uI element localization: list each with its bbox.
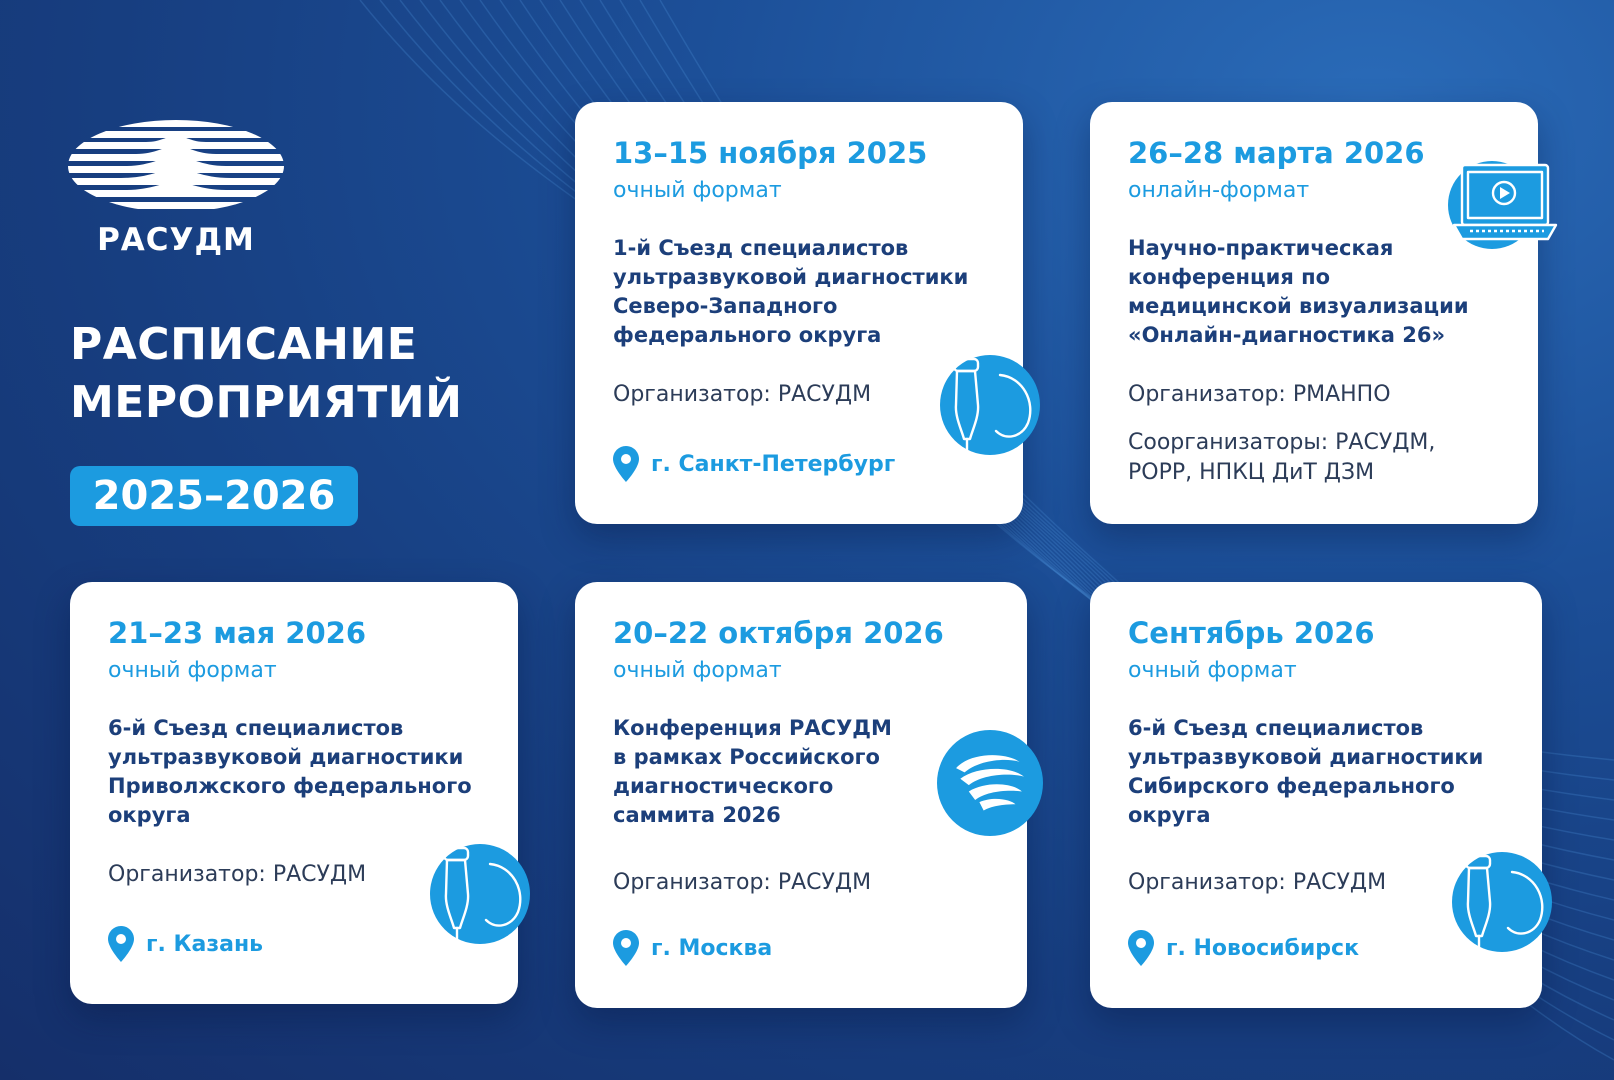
ultrasound-probe-icon [940, 355, 1040, 455]
laptop-video-icon [1448, 159, 1558, 259]
event-format: очный формат [613, 178, 782, 203]
event-organizer: Организатор: РАСУДМ [613, 382, 872, 407]
event-location: г. Новосибирск [1128, 928, 1359, 968]
event-location: г. Санкт-Петербург [613, 444, 895, 484]
location-pin-icon [613, 446, 639, 482]
event-date: 21–23 мая 2026 [108, 616, 367, 650]
event-title: Научно-практическая конференция по медицинской визуализации «Онлайн-диагностика 26» [1128, 236, 1469, 347]
event-format: онлайн-формат [1128, 178, 1310, 203]
event-date: Сентябрь 2026 [1128, 616, 1375, 650]
page-title: РАСПИСАНИЕ МЕРОПРИЯТИЙ [70, 319, 463, 428]
logo-text: РАСУДМ [97, 222, 255, 258]
event-format: очный формат [613, 658, 782, 683]
event-title: 1-й Съезд специалистов ультразвуковой диагностики Северо-Западного федерального округа [613, 236, 969, 347]
ultrasound-probe-icon [430, 844, 530, 944]
event-card-spb[interactable] [575, 102, 1023, 524]
event-organizer: Организатор: РАСУДМ [613, 870, 872, 895]
event-organizer: Организатор: РАСУДМ [1128, 870, 1387, 895]
event-format: очный формат [1128, 658, 1297, 683]
event-format: очный формат [108, 658, 277, 683]
event-card-online[interactable] [1090, 102, 1538, 524]
event-card-moscow[interactable] [575, 582, 1027, 1008]
ultrasound-probe-icon [1452, 852, 1552, 952]
event-card-novosibirsk[interactable] [1090, 582, 1542, 1008]
event-location: г. Москва [613, 928, 772, 968]
event-date: 20–22 октября 2026 [613, 616, 944, 650]
location-pin-icon [108, 926, 134, 962]
event-date: 26–28 марта 2026 [1128, 136, 1425, 170]
event-coorganizers: Соорганизаторы: РАСУДМ, РОРР, НПКЦ ДиТ ДЗМ [1128, 430, 1436, 485]
summit-logo-icon [937, 730, 1043, 836]
event-date: 13–15 ноября 2025 [613, 136, 928, 170]
event-card-kazan[interactable] [70, 582, 518, 1004]
years-badge: 2025–2026 [70, 466, 358, 526]
location-pin-icon [613, 930, 639, 966]
event-title: Конференция РАСУДМ в рамках Российского диагностического саммита 2026 [613, 716, 892, 827]
location-pin-icon [1128, 930, 1154, 966]
event-title: 6-й Съезд специалистов ультразвуковой диагностики Сибирского федерального округа [1128, 716, 1484, 827]
event-organizer: Организатор: РАСУДМ [108, 862, 367, 887]
event-organizer: Организатор: РМАНПО [1128, 382, 1391, 407]
event-title: 6-й Съезд специалистов ультразвуковой диагностики Приволжского федерального округа [108, 716, 472, 827]
event-location: г. Казань [108, 924, 263, 964]
